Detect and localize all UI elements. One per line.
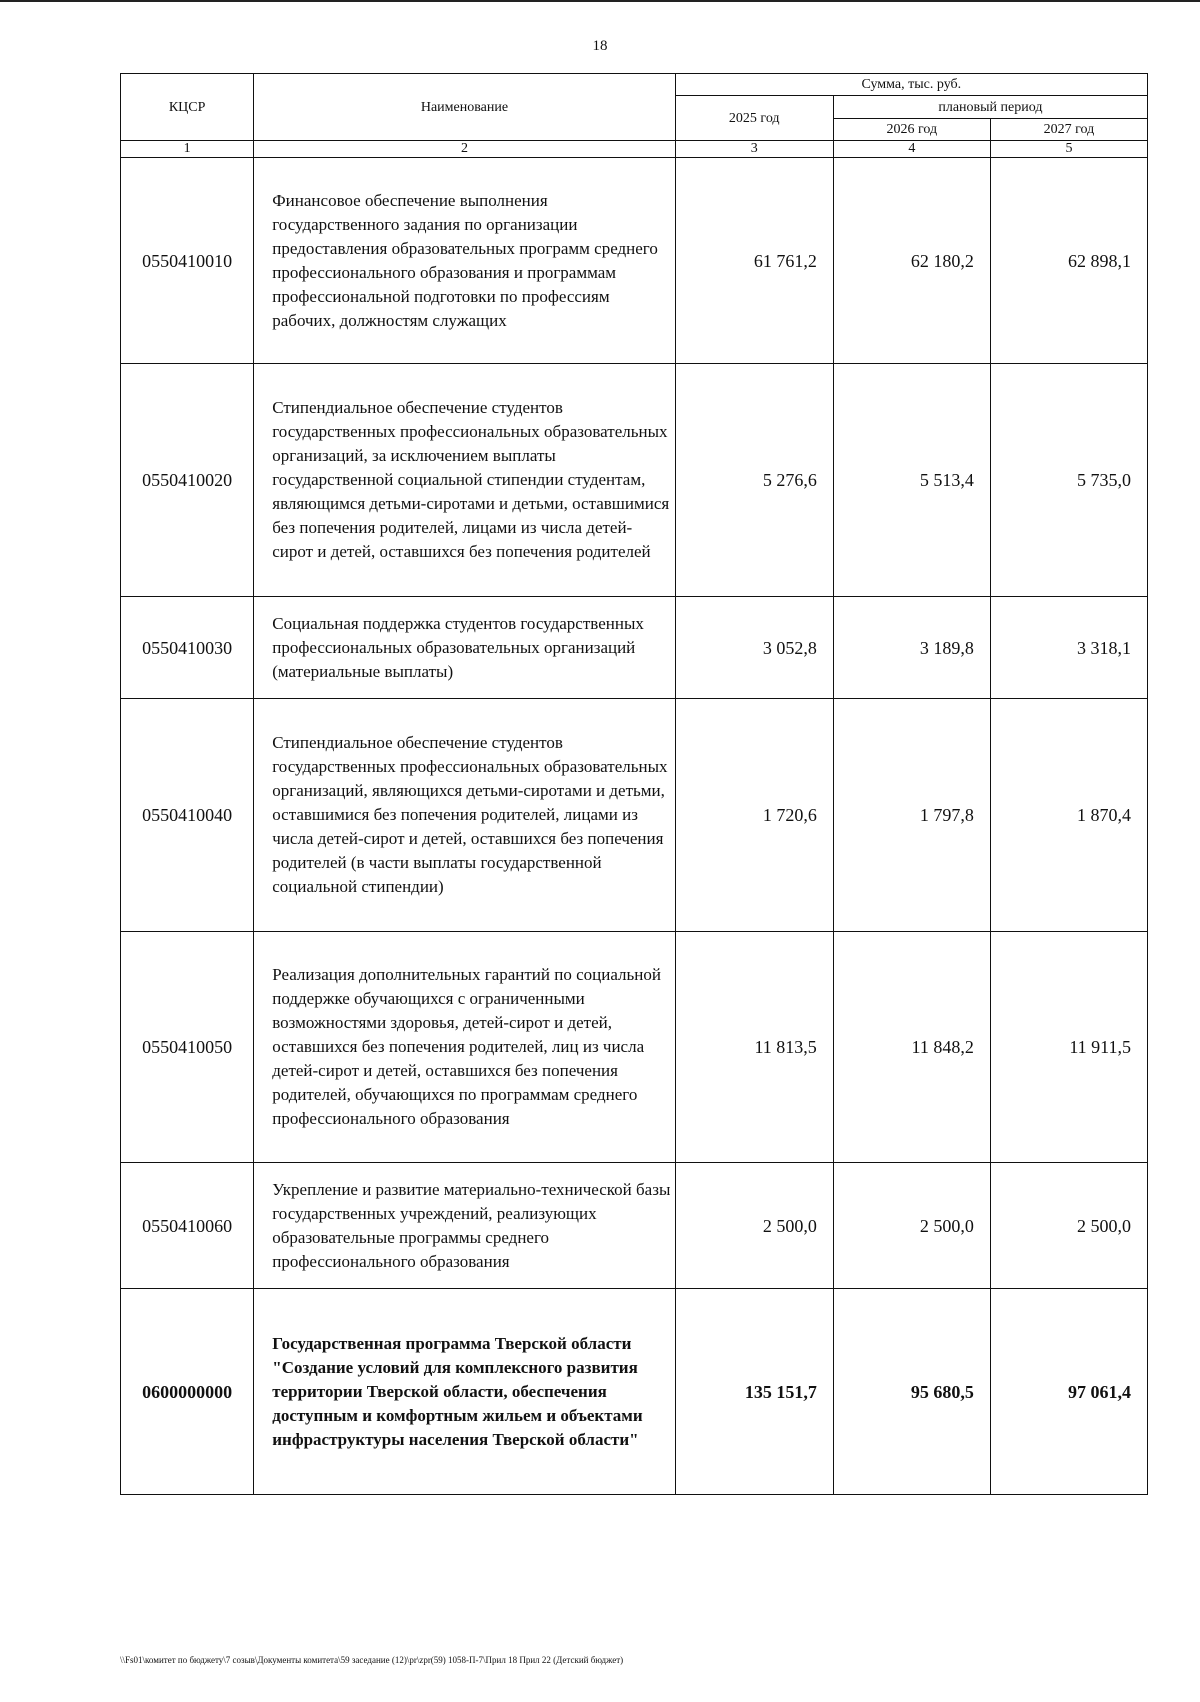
row-value-2025: 135 151,7 bbox=[675, 1289, 833, 1495]
budget-table bbox=[120, 73, 1148, 1495]
row-code: 0550410030 bbox=[121, 597, 254, 699]
row-name: Финансовое обеспечение выполнения государственного задания по организации предоставления образовательных программ среднего профессионального образования и программам профессиональной подготовки по профессиям рабочих, должностям служащих bbox=[254, 158, 675, 364]
header-year-2026: 2026 год bbox=[833, 119, 990, 141]
column-number: 2 bbox=[254, 141, 675, 158]
row-code: 0550410040 bbox=[121, 699, 254, 932]
row-value-2027: 62 898,1 bbox=[990, 158, 1147, 364]
header-code: КЦСР bbox=[121, 74, 254, 141]
row-code: 0550410010 bbox=[121, 158, 254, 364]
row-value-2027: 2 500,0 bbox=[990, 1163, 1147, 1289]
row-value-2026: 3 189,8 bbox=[833, 597, 990, 699]
row-value-2027: 1 870,4 bbox=[990, 699, 1147, 932]
row-name: Стипендиальное обеспечение студентов государственных профессиональных образовательных организаций, являющихся детьми-сиротами и детьми, оставшимися без попечения родителей, лицами из числа детей-сирот и детей, оставшихся без попечения родителей (в части выплаты государственной социальной стипендии) bbox=[254, 699, 675, 932]
row-name: Государственная программа Тверской области "Создание условий для комплексного развития территории Тверской области, обеспечения доступным и комфортным жильем и объектами инфраструктуры населения Тверской области" bbox=[254, 1289, 675, 1495]
scan-edge-line bbox=[0, 0, 1200, 2]
table-row bbox=[121, 364, 1148, 597]
row-value-2026: 2 500,0 bbox=[833, 1163, 990, 1289]
header-year-2025: 2025 год bbox=[675, 96, 833, 141]
row-name: Укрепление и развитие материально-технической базы государственных учреждений, реализующих образовательные программы среднего профессионального образования bbox=[254, 1163, 675, 1289]
table-row bbox=[121, 158, 1148, 364]
header-planned-period: плановый период bbox=[833, 96, 1147, 119]
row-code: 0550410060 bbox=[121, 1163, 254, 1289]
column-number: 1 bbox=[121, 141, 254, 158]
row-value-2025: 3 052,8 bbox=[675, 597, 833, 699]
table-body bbox=[121, 158, 1148, 1495]
table-header bbox=[121, 74, 1148, 158]
row-code: 0600000000 bbox=[121, 1289, 254, 1495]
table-row bbox=[121, 699, 1148, 932]
row-value-2027: 97 061,4 bbox=[990, 1289, 1147, 1495]
row-value-2026: 11 848,2 bbox=[833, 932, 990, 1163]
table-row bbox=[121, 1289, 1148, 1495]
table-row bbox=[121, 1163, 1148, 1289]
row-value-2025: 1 720,6 bbox=[675, 699, 833, 932]
row-value-2027: 11 911,5 bbox=[990, 932, 1147, 1163]
table-row bbox=[121, 932, 1148, 1163]
header-year-2027: 2027 год bbox=[990, 119, 1147, 141]
row-value-2026: 5 513,4 bbox=[833, 364, 990, 597]
header-sum: Сумма, тыс. руб. bbox=[675, 74, 1147, 96]
column-number: 3 bbox=[675, 141, 833, 158]
row-value-2025: 11 813,5 bbox=[675, 932, 833, 1163]
row-value-2027: 3 318,1 bbox=[990, 597, 1147, 699]
row-value-2026: 1 797,8 bbox=[833, 699, 990, 932]
column-number: 5 bbox=[990, 141, 1147, 158]
row-value-2026: 62 180,2 bbox=[833, 158, 990, 364]
row-code: 0550410020 bbox=[121, 364, 254, 597]
column-number: 4 bbox=[833, 141, 990, 158]
row-value-2027: 5 735,0 bbox=[990, 364, 1147, 597]
footer-file-path: \\Fs01\комитет по бюджету\7 созыв\Документы комитета\59 заседание (12)\pr\zpr(59) 1058-П-7\Прил 18 Прил 22 (Детский бюджет) bbox=[120, 1655, 624, 1665]
row-name: Социальная поддержка студентов государственных профессиональных образовательных организаций (материальные выплаты) bbox=[254, 597, 675, 699]
page-number: 18 bbox=[592, 38, 608, 54]
row-code: 0550410050 bbox=[121, 932, 254, 1163]
header-name: Наименование bbox=[254, 74, 675, 141]
row-value-2025: 2 500,0 bbox=[675, 1163, 833, 1289]
row-name: Реализация дополнительных гарантий по социальной поддержке обучающихся с ограниченными возможностями здоровья, детей-сирот и детей, оставшихся без попечения родителей, лиц из числа детей-сирот и детей, оставшихся без попечения родителей, обучающихся по программам среднего профессионального образования bbox=[254, 932, 675, 1163]
row-value-2025: 61 761,2 bbox=[675, 158, 833, 364]
row-value-2026: 95 680,5 bbox=[833, 1289, 990, 1495]
row-value-2025: 5 276,6 bbox=[675, 364, 833, 597]
row-name: Стипендиальное обеспечение студентов государственных профессиональных образовательных организаций, за исключением выплаты государственной социальной стипендии студентам, являющимся детьми-сиротами и детьми, оставшимися без попечения родителей, лицами из числа детей-сирот и детей, оставшихся без попечения родителей bbox=[254, 364, 675, 597]
table-row bbox=[121, 597, 1148, 699]
